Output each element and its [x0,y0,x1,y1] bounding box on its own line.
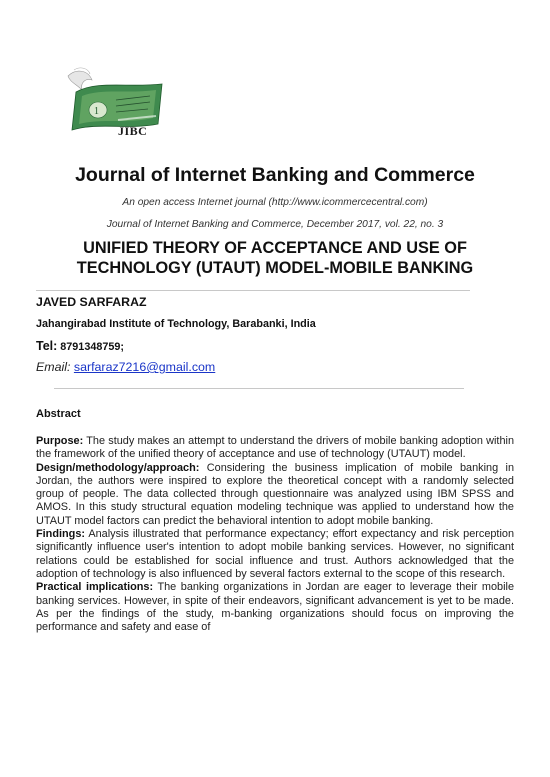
phone-value: 8791348759; [57,341,124,353]
abstract-findings [36,528,514,581]
abstract-design [36,462,514,528]
svg-text:1: 1 [94,106,99,117]
abstract-practical [36,581,514,634]
journal-subtitle: An open access Internet journal (http://www.icommercecentral.com) [122,197,428,208]
author-divider [54,388,464,389]
design-text: Considering the business implication of mobile banking in Jordan, the authors were inspired to explore the theoretical concept with a randomly selected group of people. The data collected through questionnaire was analyzed using IBM SPSS and AMOS. In this study structural equation modeling technique was applied to understand how the UTAUT model factors can predict the behavioral intention to adopt mobile banking. [36,461,514,527]
author-affiliation: Jahangirabad Institute of Technology, Barabanki, India [36,318,316,330]
abstract-body [36,435,514,634]
abstract-purpose [36,435,514,462]
abstract-heading: Abstract [36,408,81,420]
journal-title: Journal of Internet Banking and Commerce [75,164,475,186]
author-phone [36,339,124,353]
email-link[interactable]: sarfaraz7216@gmail.com [73,360,216,374]
paper-title [0,238,550,278]
practical-label: Practical implications: [36,581,154,594]
paper-title-line-2: TECHNOLOGY (UTAUT) MODEL-MOBILE BANKING [76,259,474,277]
practical-text: The banking organizations in Jordan are eager to leverage their mobile banking services. However, in spite of their endeavors, significant advancement is yet to be made. As per the findings of the study, m-banking organizations should focus on improving the performance and safety and ease of [36,581,515,634]
purpose-label: Purpose: [36,435,84,447]
title-divider [36,290,470,291]
findings-text: Analysis illustrated that performance expectancy; effort expectancy and risk perception significantly influence user's intention to adopt mobile banking services. However, no significant relations could be established for social influence and trust. Authors acknowledged that the adoption of technology is also influenced by several factors external to the scope of this research. [36,528,514,580]
logo-text: JIBC [118,124,148,138]
design-label: Design/methodology/approach: [36,461,200,474]
jibc-logo [58,66,170,146]
journal-citation: Journal of Internet Banking and Commerce, December 2017, vol. 22, no. 3 [106,219,444,230]
paper-title-line-1: UNIFIED THEORY OF ACCEPTANCE AND USE OF [83,239,467,257]
phone-label: Tel: [36,339,58,353]
author-email [36,360,215,374]
author-name: JAVED SARFARAZ [36,295,147,309]
email-label: Email: [36,360,71,374]
findings-label: Findings: [36,528,85,541]
purpose-text: The study makes an attempt to understand the drivers of mobile banking adoption within the framework of the unified theory of acceptance and use of technology (UTAUT) model. [36,435,514,461]
